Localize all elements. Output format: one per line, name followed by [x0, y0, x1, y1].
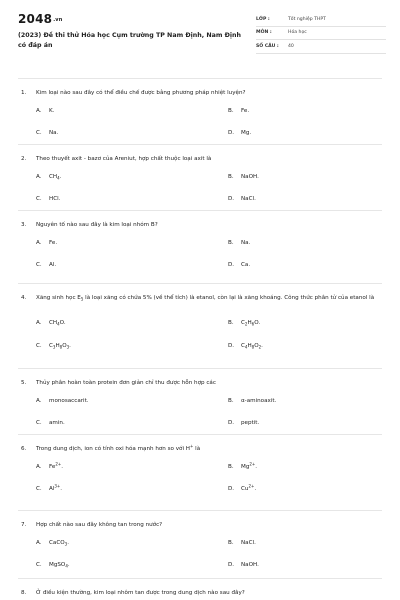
text-fragment: Al. — [49, 262, 57, 268]
option-text — [241, 343, 263, 349]
question-stem — [18, 379, 382, 388]
option-text — [49, 461, 64, 470]
option-text — [241, 196, 256, 202]
text-fragment: 4 — [65, 563, 68, 569]
text-fragment: K. — [49, 108, 55, 114]
question-5 — [18, 368, 382, 426]
text-fragment: peptit. — [241, 420, 260, 426]
option-letter: B. — [228, 240, 234, 246]
text-fragment: CH — [49, 174, 58, 180]
meta-value: Hóa học — [288, 30, 307, 36]
option-letter: A. — [36, 108, 42, 114]
answer-option[interactable] — [36, 420, 65, 426]
answer-option[interactable] — [36, 262, 56, 268]
answer-option[interactable] — [228, 461, 258, 470]
question-stem — [18, 221, 382, 230]
text-fragment: 2+ — [248, 483, 255, 489]
option-text — [49, 343, 71, 349]
option-text — [241, 174, 259, 180]
option-text — [241, 262, 250, 268]
option-text — [49, 262, 56, 268]
text-fragment: H — [247, 343, 252, 349]
question-text: Hợp chất nào sau đây không tan trong nước? — [36, 522, 163, 528]
text-fragment: O. — [254, 320, 261, 326]
answer-option[interactable] — [228, 343, 263, 349]
option-text — [241, 130, 251, 136]
question-number: 4. — [21, 295, 27, 301]
option-text — [49, 196, 60, 202]
meta-row-count — [256, 40, 386, 54]
option-text — [241, 483, 257, 492]
option-text — [241, 240, 250, 246]
option-text — [49, 398, 89, 404]
option-letter: D. — [228, 262, 235, 268]
answer-option[interactable] — [36, 398, 89, 404]
answer-option[interactable] — [36, 320, 66, 326]
meta-value: Tốt nghiệp THPT — [288, 16, 326, 22]
text-fragment: Trong dung dịch, ion có tính oxi hóa mạnh hơn so với H — [36, 446, 190, 452]
exam-title: (2023) Đề thi thử Hóa học Cụm trường TP Nam Định, Nam Định có đáp án — [18, 32, 241, 49]
text-fragment: . — [69, 343, 71, 349]
option-letter: D. — [228, 420, 235, 426]
page-header — [0, 0, 400, 64]
option-text — [49, 174, 61, 180]
option-text — [241, 320, 260, 326]
question-text: Nguyên tố nào sau đây là kim loại nhóm B? — [36, 222, 158, 228]
text-fragment: . — [67, 562, 70, 568]
question-stem — [18, 89, 382, 98]
text-fragment: C — [241, 343, 245, 349]
option-letter: D. — [228, 130, 235, 136]
option-text — [241, 562, 259, 568]
text-fragment: Mg. — [241, 130, 252, 136]
text-fragment: C — [241, 320, 245, 326]
option-letter: B. — [228, 540, 234, 546]
answer-option[interactable] — [36, 130, 58, 136]
text-fragment: 5 — [80, 296, 84, 302]
text-fragment: . — [67, 540, 69, 546]
question-number: 1. — [21, 90, 27, 96]
question-4 — [18, 283, 382, 350]
question-stem — [18, 589, 382, 598]
text-fragment: Na. — [241, 240, 251, 246]
question-text: Theo thuyết axit - bazơ của Areniut, hợp chất thuộc loại axit là — [36, 156, 212, 162]
question-number: 6. — [21, 446, 27, 452]
logo-suffix: .vn — [53, 16, 63, 23]
question-number: 8. — [21, 590, 27, 596]
question-6 — [18, 434, 382, 492]
text-fragment: 3+ — [54, 483, 61, 489]
meta-row-class — [256, 13, 386, 27]
option-letter: D. — [228, 562, 235, 568]
question-stem — [18, 445, 382, 454]
question-text — [36, 445, 382, 454]
option-letter: B. — [228, 174, 234, 180]
answer-option[interactable] — [36, 461, 64, 470]
option-letter: B. — [228, 398, 234, 404]
text-fragment: Cu — [241, 486, 249, 492]
question-stem — [18, 155, 382, 164]
text-fragment: . — [60, 486, 63, 492]
answer-option[interactable] — [228, 483, 257, 492]
answer-option[interactable] — [36, 196, 60, 202]
question-number: 7. — [21, 522, 27, 528]
question-text — [36, 294, 382, 303]
answer-option[interactable] — [228, 174, 259, 180]
option-text — [49, 320, 66, 326]
text-fragment: Fe. — [49, 240, 58, 246]
meta-label: SỐ CÂU : — [256, 43, 279, 49]
text-fragment: H — [55, 343, 60, 349]
text-fragment: O. — [59, 320, 66, 326]
text-fragment: . — [59, 174, 62, 180]
meta-label: MÔN : — [256, 30, 272, 36]
text-fragment: α-aminoaxit. — [241, 398, 277, 404]
meta-row-subject — [256, 27, 386, 41]
option-letter: D. — [228, 486, 235, 492]
meta-label: LỚP : — [256, 16, 270, 22]
answer-option[interactable] — [228, 130, 251, 136]
answer-option[interactable] — [228, 320, 260, 326]
answer-option[interactable] — [36, 483, 63, 492]
option-letter: D. — [228, 343, 235, 349]
question-stem — [18, 521, 382, 530]
question-text: Ở điều kiện thường, kim loại nhôm tan được trong dung dịch nào sau đây? — [36, 590, 245, 596]
text-fragment: CaCO — [49, 540, 65, 546]
question-3 — [18, 210, 382, 268]
option-letter: A. — [36, 174, 42, 180]
text-fragment: 2 — [258, 344, 262, 350]
option-letter: C. — [36, 420, 42, 426]
text-fragment: 3 — [52, 344, 56, 350]
answer-option[interactable] — [36, 174, 61, 180]
answer-option[interactable] — [228, 420, 259, 426]
answer-option[interactable] — [36, 343, 71, 349]
option-letter: C. — [36, 262, 42, 268]
option-letter: C. — [36, 562, 42, 568]
text-fragment: Mg — [241, 464, 250, 470]
text-fragment: 8 — [59, 344, 63, 350]
option-letter: C. — [36, 343, 42, 349]
answer-option[interactable] — [228, 196, 256, 202]
text-fragment: + — [190, 443, 194, 449]
text-fragment: là — [193, 446, 201, 452]
option-text — [49, 562, 70, 568]
text-fragment: HCl. — [49, 196, 61, 202]
option-letter: D. — [228, 196, 235, 202]
text-fragment: monosaccarit. — [49, 398, 89, 404]
option-text — [49, 108, 54, 114]
option-letter: C. — [36, 196, 42, 202]
answer-option[interactable] — [228, 540, 256, 546]
answer-option[interactable] — [228, 398, 276, 404]
text-fragment: 3 — [66, 344, 70, 350]
text-fragment: NaCl. — [241, 196, 256, 202]
text-fragment: amin. — [49, 420, 65, 426]
text-fragment: Ca. — [241, 262, 251, 268]
text-fragment: . — [261, 343, 263, 349]
answer-option[interactable] — [36, 562, 70, 568]
text-fragment: 2+ — [249, 461, 256, 467]
text-fragment: . — [61, 464, 64, 470]
text-fragment: O — [62, 343, 67, 349]
text-fragment: CH — [49, 320, 58, 326]
meta-value: 40 — [288, 43, 294, 49]
text-fragment: 8 — [251, 344, 255, 350]
question-number: 3. — [21, 222, 27, 228]
question-text: Kim loại nào sau đây có thể điều chế được bằng phương pháp nhiệt luyện? — [36, 90, 246, 96]
logo-text: 2048 — [18, 12, 53, 26]
option-text — [241, 540, 256, 546]
option-letter: C. — [36, 130, 42, 136]
text-fragment: 4 — [244, 344, 248, 350]
option-text — [49, 240, 57, 246]
text-fragment: . — [255, 464, 258, 470]
question-8 — [18, 578, 382, 598]
text-fragment: Al — [49, 486, 55, 492]
question-1 — [18, 78, 382, 136]
answer-option[interactable] — [228, 240, 250, 246]
option-text — [241, 398, 276, 404]
option-text — [49, 420, 65, 426]
option-letter: A. — [36, 464, 42, 470]
option-letter: B. — [228, 320, 234, 326]
text-fragment: . — [254, 486, 257, 492]
option-letter: A. — [36, 240, 42, 246]
text-fragment: NaOH. — [241, 562, 259, 568]
text-fragment: Na. — [49, 130, 59, 136]
text-fragment: 2+ — [55, 461, 62, 467]
text-fragment: 4 — [57, 321, 60, 327]
answer-option[interactable] — [228, 262, 250, 268]
option-letter: B. — [228, 108, 234, 114]
question-2 — [18, 144, 382, 202]
option-letter: A. — [36, 320, 42, 326]
option-text — [241, 461, 258, 470]
option-text — [49, 130, 58, 136]
text-fragment: MgSO — [49, 562, 66, 568]
option-text — [241, 420, 259, 426]
text-fragment: 2 — [244, 321, 248, 327]
text-fragment: C — [49, 343, 53, 349]
question-stem — [18, 294, 382, 303]
text-fragment: H — [247, 320, 252, 326]
text-fragment: là loại xăng có chứa 5% (về thể tích) là etanol, còn lại là xăng khoáng. Công thức phân tử của etanol là — [83, 295, 375, 301]
question-number: 2. — [21, 156, 27, 162]
option-letter: C. — [36, 486, 42, 492]
question-text: Thủy phân hoàn toàn protein đơn giản chỉ thu được hỗn hợp các — [36, 380, 216, 386]
option-text — [49, 540, 69, 546]
option-letter: B. — [228, 464, 234, 470]
text-fragment: NaOH. — [241, 174, 259, 180]
text-fragment: 3 — [64, 541, 68, 547]
text-fragment: Fe. — [241, 108, 250, 114]
answer-option[interactable] — [36, 540, 69, 546]
answer-option[interactable] — [36, 108, 54, 114]
answer-option[interactable] — [228, 108, 249, 114]
option-letter: A. — [36, 540, 42, 546]
option-text — [241, 108, 249, 114]
text-fragment: Xăng sinh học E — [36, 295, 81, 301]
exam-meta — [256, 13, 386, 54]
option-letter: A. — [36, 398, 42, 404]
option-text — [49, 483, 63, 492]
site-logo[interactable] — [18, 12, 63, 26]
question-7 — [18, 510, 382, 569]
text-fragment: 6 — [251, 321, 255, 327]
answer-option[interactable] — [228, 562, 259, 568]
question-number: 5. — [21, 380, 27, 386]
text-fragment: O — [254, 343, 259, 349]
text-fragment: 4 — [57, 175, 60, 181]
answer-option[interactable] — [36, 240, 57, 246]
text-fragment: NaCl. — [241, 540, 256, 546]
text-fragment: Fe — [49, 464, 56, 470]
